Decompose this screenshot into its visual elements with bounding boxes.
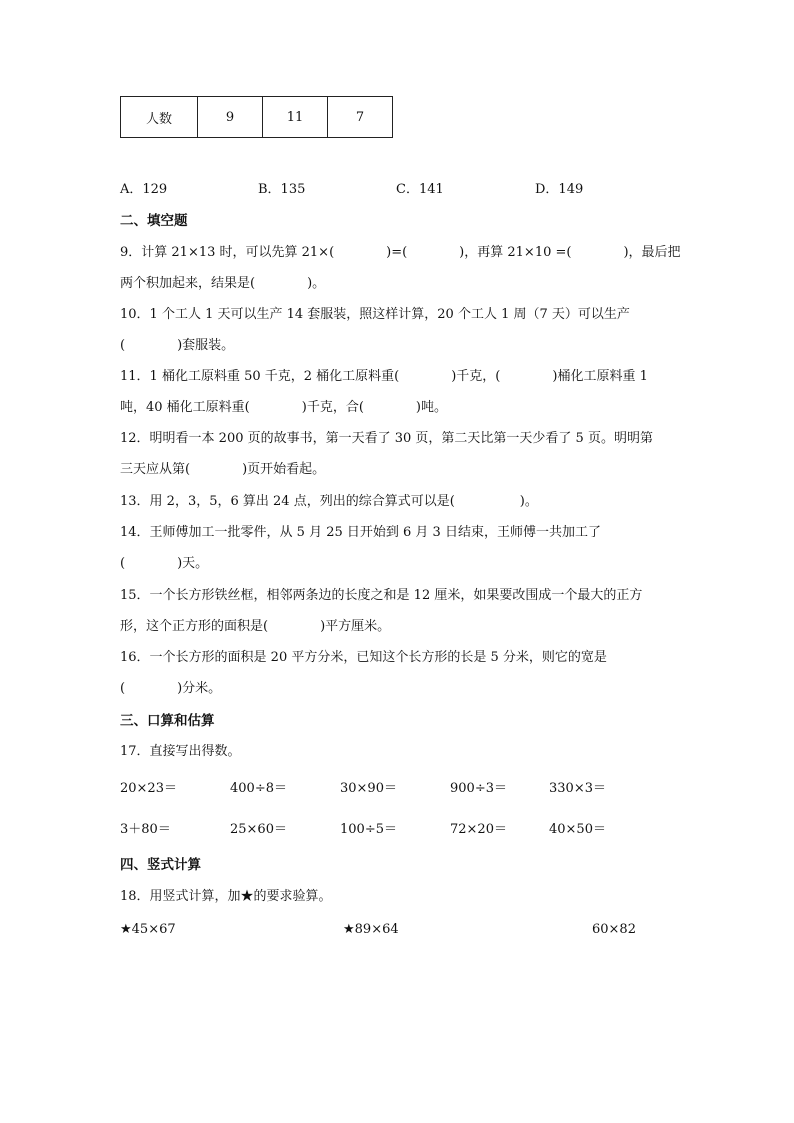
table-cell: 7 <box>328 97 393 138</box>
question-11-line-1: 11．1 桶化工原料重 50 千克，2 桶化工原料重( )千克，( )桶化工原料重 1 <box>120 369 648 384</box>
question-13: 13．用 2，3，5，6 算出 24 点，列出的综合算式可以是( )。 <box>120 494 538 509</box>
option-d: D．149 <box>535 182 584 197</box>
mental-calc-item: 25×60＝ <box>230 822 287 837</box>
option-a: A．129 <box>120 182 168 197</box>
mental-calc-item: 72×20＝ <box>450 822 507 837</box>
mental-calc-item: 330×3＝ <box>549 781 606 796</box>
table-row <box>121 97 393 138</box>
vertical-calc-item: 60×82 <box>592 922 636 937</box>
people-count-table <box>120 96 393 138</box>
question-10-line-2: ( )套服装。 <box>120 338 235 353</box>
mental-calc-item: 40×50＝ <box>549 822 606 837</box>
question-11-line-2: 吨，40 桶化工原料重( )千克，合( )吨。 <box>120 400 447 415</box>
question-16-line-2: ( )分米。 <box>120 681 222 696</box>
mental-calc-item: 20×23＝ <box>120 781 177 796</box>
table-cell: 11 <box>263 97 328 138</box>
mental-calc-item: 100÷5＝ <box>340 822 397 837</box>
question-9-line-1: 9．计算 21×13 时，可以先算 21×( )=( )，再算 21×10 =( )，最后把 <box>120 245 681 260</box>
mental-calc-item: 900÷3＝ <box>450 781 507 796</box>
mental-calc-item: 3＋80＝ <box>120 822 171 837</box>
question-18: 18．用竖式计算，加★的要求验算。 <box>120 889 332 904</box>
vertical-calc-item: ★89×64 <box>343 922 399 937</box>
section-4-title: 四、竖式计算 <box>120 857 201 873</box>
section-3-title: 三、口算和估算 <box>120 713 215 729</box>
option-b: B．135 <box>258 182 306 197</box>
question-14-line-2: ( )天。 <box>120 556 209 571</box>
question-12-line-2: 三天应从第( )页开始看起。 <box>120 462 326 477</box>
question-15-line-1: 15．一个长方形铁丝框，相邻两条边的长度之和是 12 厘米，如果要改围成一个最大的正方 <box>120 588 643 603</box>
vertical-calc-item: ★45×67 <box>120 922 176 937</box>
section-2-title: 二、填空题 <box>120 213 188 229</box>
question-17: 17．直接写出得数。 <box>120 744 241 759</box>
question-15-line-2: 形，这个正方形的面积是( )平方厘米。 <box>120 619 391 634</box>
table-cell: 人数 <box>121 97 198 138</box>
question-9-line-2: 两个积加起来，结果是( )。 <box>120 276 326 291</box>
question-12-line-1: 12．明明看一本 200 页的故事书，第一天看了 30 页，第二天比第一天少看了 5 页。明明第 <box>120 431 653 446</box>
question-14-line-1: 14．王师傅加工一批零件，从 5 月 25 日开始到 6 月 3 日结束，王师傅一共加工了 <box>120 525 601 540</box>
mental-calc-item: 400÷8＝ <box>230 781 287 796</box>
option-c: C．141 <box>396 182 444 197</box>
question-10-line-1: 10．1 个工人 1 天可以生产 14 套服装，照这样计算，20 个工人 1 周（7 天）可以生产 <box>120 307 630 322</box>
table-cell: 9 <box>198 97 263 138</box>
question-16-line-1: 16．一个长方形的面积是 20 平方分米，已知这个长方形的长是 5 分米，则它的宽是 <box>120 650 607 665</box>
mental-calc-item: 30×90＝ <box>340 781 397 796</box>
